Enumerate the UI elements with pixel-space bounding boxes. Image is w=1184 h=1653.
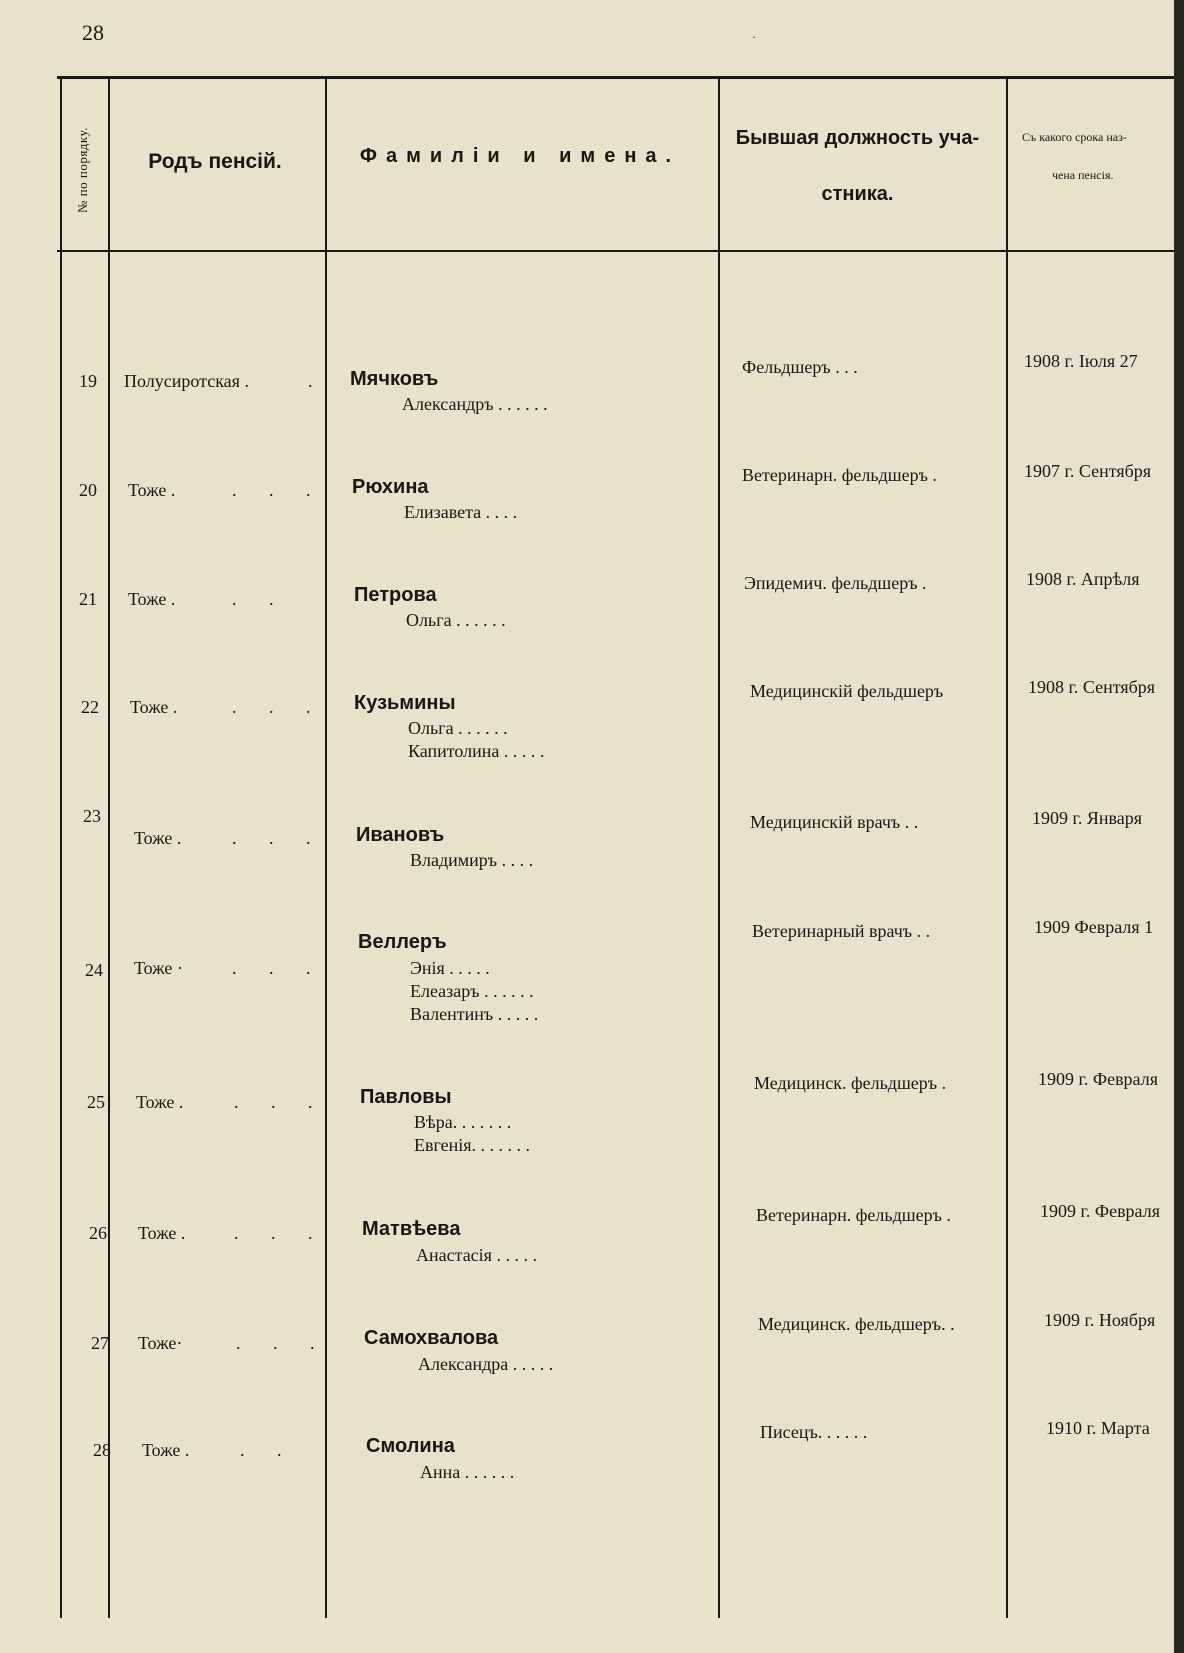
- row-number: 28: [93, 1440, 111, 1460]
- row-given-name: Ольга . . . . . .: [408, 718, 508, 738]
- row-given-name: Валентинъ . . . . .: [410, 1004, 539, 1024]
- row-kind-leader: .: [308, 371, 327, 391]
- row-given-name: Энія . . . . .: [410, 958, 490, 978]
- row-date: 1908 г. Іюля 27: [1024, 351, 1138, 371]
- row-surname: Кузьмины: [354, 692, 456, 714]
- row-kind: Тоже .: [142, 1440, 190, 1460]
- row-kind: Тоже .: [130, 697, 178, 717]
- row-number: 20: [79, 480, 97, 500]
- row-given-name: Александра . . . . .: [418, 1354, 554, 1374]
- row-given-name: Капитолина . . . . .: [408, 741, 545, 761]
- column-rule-number: [108, 78, 110, 1618]
- row-kind-leader: . . .: [234, 1092, 327, 1112]
- row-position: Фельдшеръ . . .: [742, 357, 858, 377]
- row-date: 1910 г. Марта: [1046, 1418, 1150, 1438]
- row-given-name: Вѣра. . . . . . .: [414, 1112, 512, 1132]
- row-number: 27: [91, 1333, 109, 1353]
- row-position: Ветеринарный врачъ . .: [752, 921, 931, 941]
- row-surname: Петрова: [354, 584, 437, 606]
- row-position: Ветеринарн. фельдшеръ .: [756, 1205, 951, 1225]
- row-surname: Смолина: [366, 1435, 455, 1457]
- row-number: 19: [79, 371, 97, 391]
- row-given-name: Ольга . . . . . .: [406, 610, 506, 630]
- row-number: 26: [89, 1223, 107, 1243]
- row-kind: Тоже .: [128, 589, 176, 609]
- column-rule-kind: [325, 78, 327, 1618]
- row-kind-leader: . .: [232, 589, 288, 609]
- row-number: 21: [79, 589, 97, 609]
- row-number: 23: [83, 806, 101, 826]
- row-date: 1909 г. Января: [1032, 808, 1143, 828]
- row-position: Ветеринарн. фельдшеръ .: [742, 465, 937, 485]
- row-given-name: Елизавета . . . .: [404, 502, 518, 522]
- row-kind-leader: . . .: [234, 1223, 327, 1243]
- row-given-name: Анастасія . . . . .: [416, 1245, 537, 1265]
- row-number: 22: [81, 697, 99, 717]
- row-given-name: Елеазаръ . . . . . .: [410, 981, 534, 1001]
- row-number: 24: [85, 960, 103, 980]
- row-surname: Павловы: [360, 1086, 452, 1108]
- header-number: № по порядку.: [75, 127, 90, 213]
- row-date: 1909 г. Ноября: [1044, 1310, 1156, 1330]
- column-rule-names: [718, 78, 720, 1618]
- row-date: 1909 г. Февраля: [1038, 1069, 1158, 1089]
- row-kind-leader: . . .: [236, 1333, 329, 1353]
- row-kind: Тоже·: [138, 1333, 183, 1353]
- row-given-name: Евгенія. . . . . . .: [414, 1135, 531, 1155]
- row-kind-leader: . . .: [232, 828, 325, 848]
- row-surname: Мячковъ: [350, 368, 439, 390]
- row-surname: Матвѣева: [362, 1218, 461, 1240]
- row-date: 1908 г. Сентября: [1028, 677, 1156, 697]
- row-kind: Тоже .: [134, 828, 182, 848]
- row-kind: Тоже .: [128, 480, 176, 500]
- row-kind-leader: . . .: [232, 958, 325, 978]
- row-number: 25: [87, 1092, 105, 1112]
- row-kind: Тоже .: [136, 1092, 184, 1112]
- row-given-name: Владимиръ . . . .: [410, 850, 534, 870]
- header-date: Съ какого срока наз- чена пенсія.: [1022, 130, 1127, 182]
- row-kind: Тоже .: [138, 1223, 186, 1243]
- row-date: 1907 г. Сентября: [1024, 461, 1152, 481]
- column-rule-left: [60, 78, 62, 1618]
- row-surname: Самохвалова: [364, 1327, 499, 1349]
- page-number: 28: [82, 20, 104, 45]
- row-kind-leader: . .: [240, 1440, 296, 1460]
- row-kind-leader: . . .: [232, 480, 325, 500]
- row-kind-leader: . . .: [232, 697, 325, 717]
- row-position: Медицинск. фельдшеръ. .: [758, 1314, 955, 1334]
- row-given-name: Анна . . . . . .: [420, 1462, 515, 1482]
- row-given-name: Александръ . . . . . .: [402, 394, 548, 414]
- header-position: Бывшая должность уча- стника.: [735, 127, 980, 205]
- row-kind: Тоже ·: [134, 958, 183, 978]
- row-position: Медицинскій фельдшеръ: [750, 681, 944, 701]
- row-surname: Веллеръ: [358, 931, 447, 953]
- row-position: Эпидемич. фельдшеръ .: [744, 573, 927, 593]
- row-surname: Ивановъ: [356, 824, 445, 846]
- header-kind: Родъ пенсій.: [148, 150, 282, 173]
- row-surname: Рюхина: [352, 476, 429, 498]
- row-kind: Полусиротская .: [124, 371, 249, 391]
- row-date: 1909 г. Февраля: [1040, 1201, 1160, 1221]
- column-rule-position: [1006, 78, 1008, 1618]
- print-mark: ·: [752, 30, 756, 44]
- row-position: Писецъ. . . . . .: [760, 1422, 868, 1442]
- row-position: Медицинск. фельдшеръ .: [754, 1073, 947, 1093]
- row-date: 1908 г. Апрѣля: [1026, 569, 1140, 589]
- page-edge-shadow: [1174, 0, 1184, 1653]
- row-date: 1909 Февраля 1: [1034, 917, 1154, 937]
- row-position: Медицинскій врачъ . .: [750, 812, 919, 832]
- header-names: Фамиліи и имена.: [359, 145, 681, 167]
